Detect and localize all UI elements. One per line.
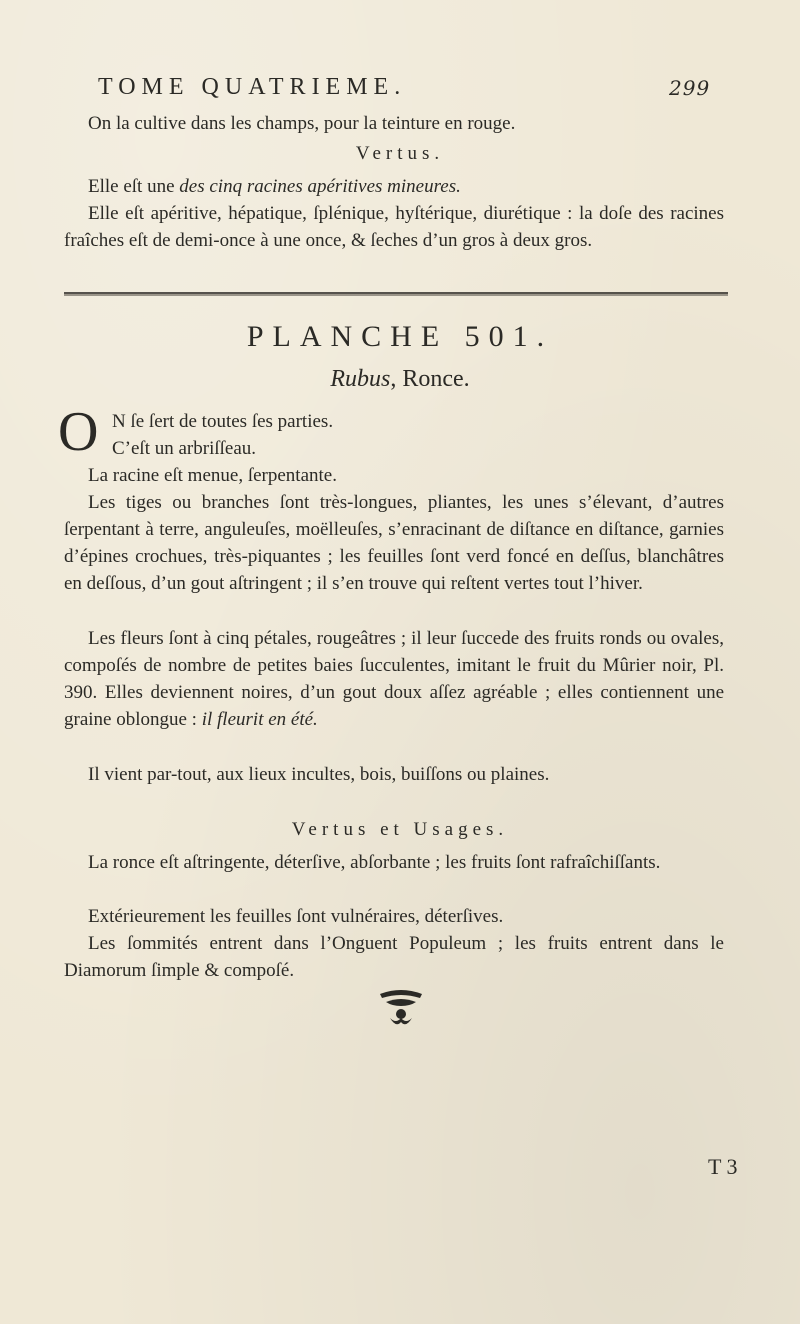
root-description-prefix: Elle eſt une xyxy=(88,176,180,197)
ointment-paragraph: Les ſommités entrent dans l’Onguent Populeum ; les fruits entrent dans le Diamorum ſimple & compoſé. xyxy=(64,933,724,981)
section-divider xyxy=(64,292,728,296)
root-description-italic: des cinq racines apéritives mineures. xyxy=(179,176,461,197)
species-name xyxy=(0,366,800,393)
planche-title: PLANCHE 501. xyxy=(246,320,554,353)
flowers-text: Les fleurs ſont à cinq pétales, rougeâtres ; il leur ſuccede des fruits ronds ou ovales, compoſés de nombre de petites baies ſucculentes, imitant le fruit du Mûrier noir, Pl. 390. Elles deviennent noires, d’un gout doux aſſez agréable ; elles contiennent une graine oblongue : xyxy=(64,628,724,730)
species-latin: Rubus xyxy=(330,366,391,392)
root-paragraph: La racine eſt menue, ſerpentante. xyxy=(88,465,337,486)
flowers-paragraph xyxy=(64,625,724,733)
vulnerary-paragraph: Extérieurement les feuilles ſont vulnéraires, déterſives. xyxy=(88,906,504,927)
usage-line: N ſe ſert de toutes ſes parties. xyxy=(112,411,334,432)
vertus-usages-heading: Vertus et Usages. xyxy=(291,819,509,840)
shrub-line: C’eſt un arbriſſeau. xyxy=(112,438,257,459)
running-header xyxy=(98,72,711,101)
tailpiece-ornament-icon xyxy=(376,984,426,1032)
flowering-season: il fleurit en été. xyxy=(201,709,318,730)
volume-title: TOME QUATRIEME. xyxy=(98,74,407,100)
habitat-paragraph: Il vient par-tout, aux lieux incultes, bois, buiſſons ou plaines. xyxy=(88,764,550,785)
signature-mark: T 3 xyxy=(708,1154,738,1179)
stems-paragraph: Les tiges ou branches ſont très-longues, pliantes, les unes s’élevant, d’autres ſerpentant à terre, anguleuſes, moëlleuſes, s’enracinant de diſtance en diſtance, garnies d’épines crochues, très-piquantes ; les feuilles ſont verd foncé en deſſus, blanchâtres en deſſous, d’un gout aſtringent ; il s’en trouve qui reſtent vertes tout l’hiver. xyxy=(64,492,724,594)
root-description xyxy=(64,173,724,200)
vertus-heading: Vertus. xyxy=(355,143,445,164)
page-number: 299 xyxy=(669,76,711,100)
cultivation-line: On la cultive dans les champs, pour la teinture en rouge. xyxy=(88,113,516,134)
properties-paragraph: Elle eſt apéritive, hépatique, ſplénique, hyſtérique, diurétique : la doſe des racines fraîches eſt de demi-once à une once, & ſeches d’un gros à deux gros. xyxy=(64,203,724,251)
drop-cap: O xyxy=(58,401,99,463)
astringent-paragraph: La ronce eſt aſtringente, déterſive, abſorbante ; les fruits ſont rafraîchiſſants. xyxy=(88,852,661,873)
species-french: , Ronce. xyxy=(390,366,470,392)
